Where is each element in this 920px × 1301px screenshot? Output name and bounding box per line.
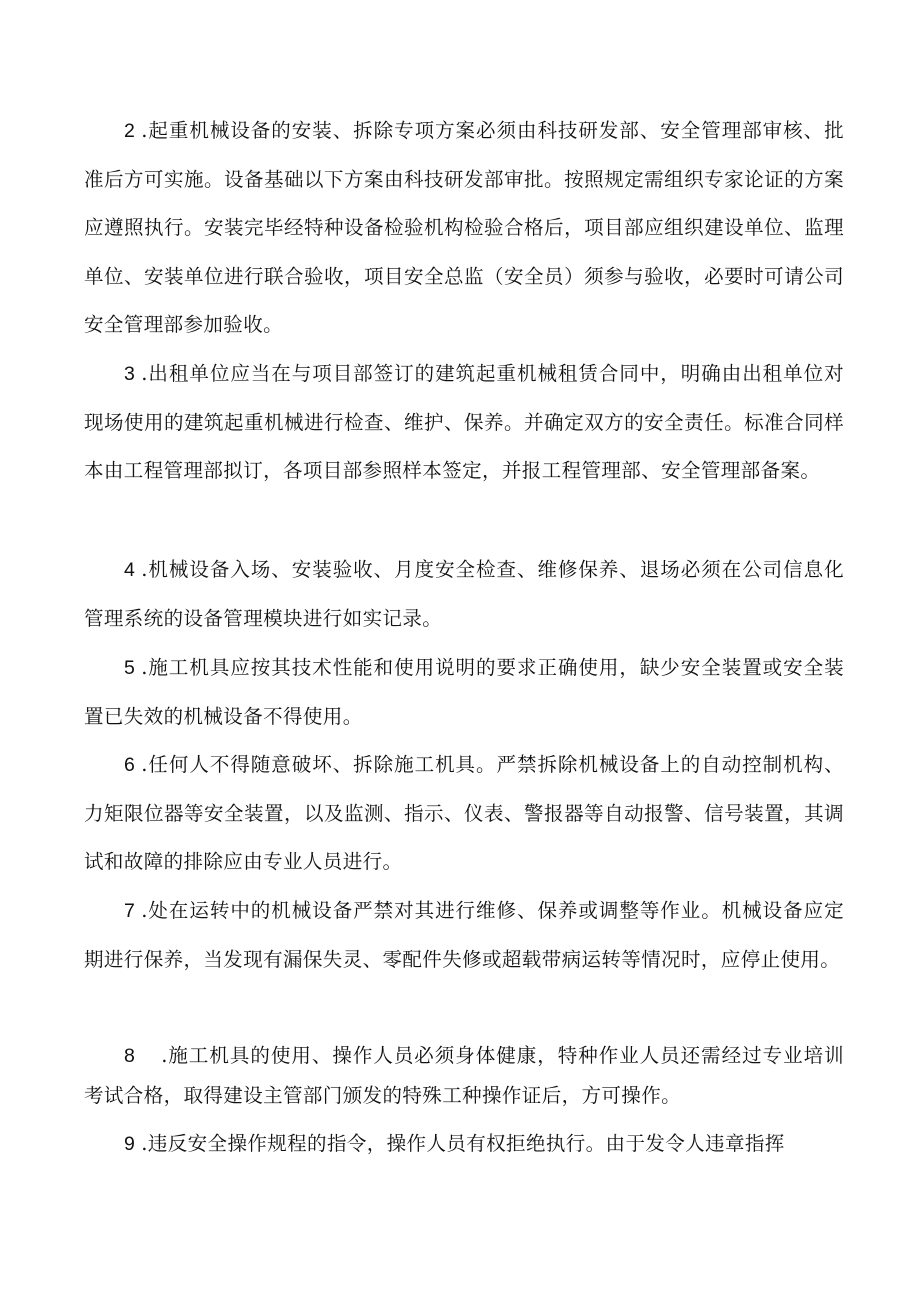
paragraph-text: .出租单位应当在与项目部签订的建筑起重机械租赁合同中，明确由出租单位对现场使用的建筑起重机械进行检查、维护、保养。并确定双方的安全责任。标准合同样本由工程管理部拟订，各项目部参照样本签定，并报工程管理部、安全管理部备案。 xyxy=(84,362,844,482)
paragraph-item-2 xyxy=(84,107,844,350)
item-number: 3 xyxy=(124,363,136,385)
paragraph-text: .施工机具应按其技术性能和使用说明的要求正确使用，缺少安全装置或安全装置已失效的机械设备不得使用。 xyxy=(84,656,844,728)
item-number: 4 xyxy=(124,559,136,581)
paragraph-text: .施工机具的使用、操作人员必须身体健康，特种作业人员还需经过专业培训考试合格，取得建设主管部门颁发的特殊工种操作证后，方可操作。 xyxy=(84,1044,844,1107)
paragraph-item-9 xyxy=(84,1120,844,1169)
paragraph-item-6 xyxy=(84,741,844,887)
item-number: 7 xyxy=(124,900,136,922)
paragraph-item-8 xyxy=(84,1036,844,1115)
paragraph-item-7 xyxy=(84,887,844,984)
paragraph-text: .违反安全操作规程的指令，操作人员有权拒绝执行。由于发令人违章指挥 xyxy=(141,1132,785,1155)
item-number: 6 xyxy=(124,754,136,776)
paragraph-item-3 xyxy=(84,350,844,496)
item-number: 8 xyxy=(124,1045,136,1067)
paragraph-text: .处在运转中的机械设备严禁对其进行维修、保养或调整等作业。机械设备应定期进行保养，当发现有漏保失灵、零配件失修或超载带病运转等情况时，应停止使用。 xyxy=(84,899,844,971)
paragraph-text: .机械设备入场、安装验收、月度安全检查、维修保养、退场必须在公司信息化管理系统的设备管理模块进行如实记录。 xyxy=(84,558,844,630)
item-number: 5 xyxy=(124,657,136,679)
item-number: 2 xyxy=(124,120,136,142)
paragraph-item-5 xyxy=(84,644,844,741)
paragraph-text: .任何人不得随意破坏、拆除施工机具。严禁拆除机械设备上的自动控制机构、力矩限位器等安全装置，以及监测、指示、仪表、警报器等自动报警、信号装置，其调试和故障的排除应由专业人员进行。 xyxy=(84,753,844,873)
item-number: 9 xyxy=(124,1133,136,1155)
paragraph-item-4 xyxy=(84,546,844,643)
paragraph-text: .起重机械设备的安装、拆除专项方案必须由科技研发部、安全管理部审核、批准后方可实施。设备基础以下方案由科技研发部审批。按照规定需组织专家论证的方案应遵照执行。安装完毕经特种设备检验机构检验合格后，项目部应组织建设单位、监理单位、安装单位进行联合验收，项目安全总监（安全员）须参与验收，必要时可请公司安全管理部参加验收。 xyxy=(84,119,844,336)
